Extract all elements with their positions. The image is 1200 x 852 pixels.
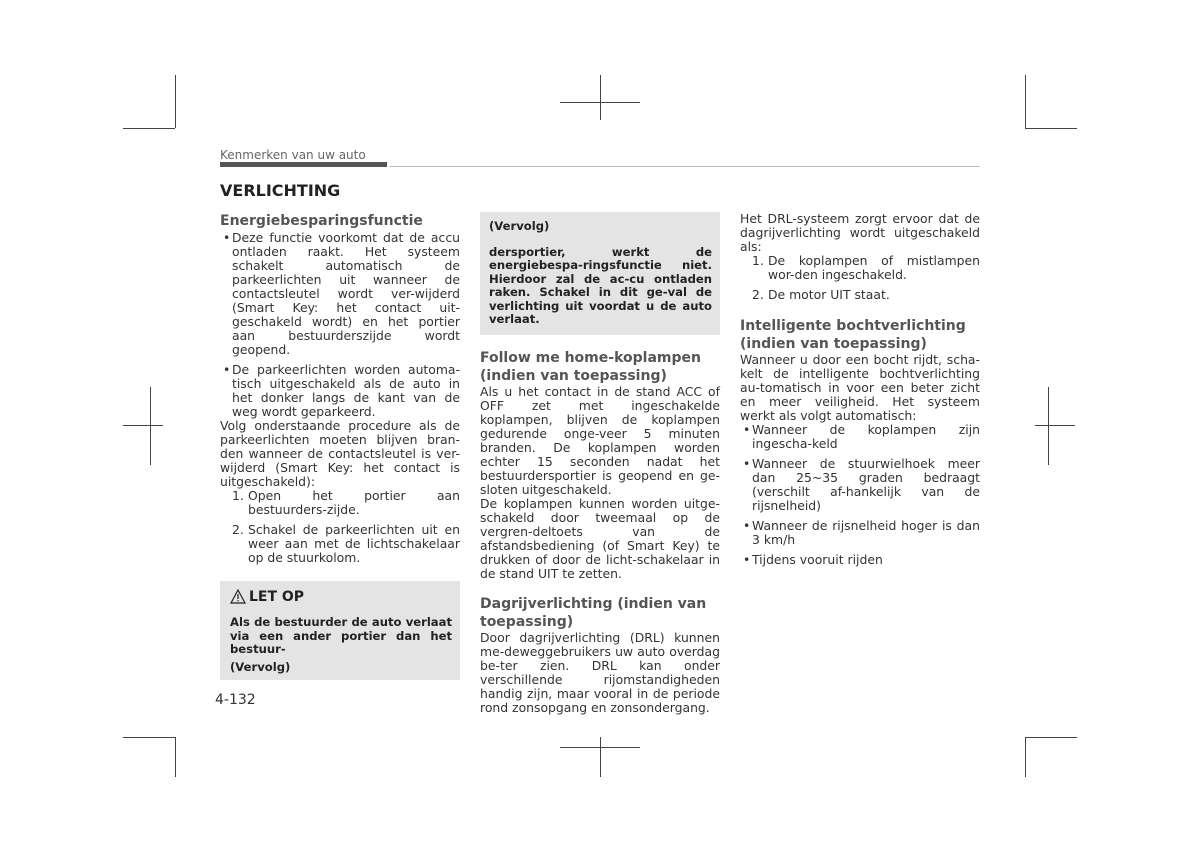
list-item-text: De parkeerlichten worden automa-tisch uitgeschakeld als de auto in het donker langs de kant van de weg wordt geparkeerd. <box>232 362 460 419</box>
bend-lighting-list <box>740 423 980 567</box>
energy-saving-list <box>220 231 460 419</box>
list-item: • Deze functie voorkomt dat de accu ontladen raakt. Het systeem schakelt automatisch de parkeerlichten uit wanneer de contactsleutel wordt ver-wijderd (Smart Key: het contact uit-geschakeld wordt) en het portier aan bestuurderszijde wordt geopend. <box>220 231 460 357</box>
warning-triangle-icon <box>230 589 246 604</box>
step-number: 2. <box>232 522 244 537</box>
caution-continued-box <box>480 212 720 335</box>
follow-me-home-heading: Follow me home-koplampen (indien van toepassing) <box>480 349 701 384</box>
caution-continued-text: dersportier, werkt de energiebespa-ringsfunctie niet. Hierdoor zal de ac-cu ontladen raken. Schakel in dit ge-val de verlichting uit voordat u de auto verlaat. <box>489 244 712 326</box>
drl-conditions <box>740 254 980 302</box>
procedure-steps <box>220 489 460 565</box>
column-left <box>220 212 460 680</box>
header-bar <box>220 162 387 167</box>
step-text: De koplampen of mistlampen wor-den ingeschakeld. <box>768 253 980 282</box>
step-text: Schakel de parkeerlichten uit en weer aan met de lichtschakelaar op de stuurkolom. <box>248 522 460 565</box>
caution-box <box>220 581 460 680</box>
step-text: Open het portier aan bestuurders-zijde. <box>248 488 460 517</box>
step-number: 1. <box>752 253 764 268</box>
continued-label: (Vervolg) <box>230 659 291 674</box>
step-text: De motor UIT staat. <box>768 287 890 302</box>
step-number: 2. <box>752 287 764 302</box>
list-item: • Wanneer de koplampen zijn ingescha-keld <box>740 423 980 451</box>
procedure-text: Volg onderstaande procedure als de parkeerlichten moeten blijven bran-den wanneer de contactsleutel is ver-wijderd (Smart Key: het contact is uitgeschakeld): <box>220 418 460 489</box>
page-title: VERLICHTING <box>220 181 341 200</box>
column-right <box>740 212 980 567</box>
list-item <box>220 523 460 565</box>
header-rule <box>390 166 980 167</box>
running-header: Kenmerken van uw auto <box>220 148 366 162</box>
caution-label: LET OP <box>249 588 305 605</box>
bend-lighting-text: Wanneer u door een bocht rijdt, scha-kelt de intelligente bochtverlichting au-tomatisch in voor een beter zicht en meer veiligheid. Het systeem werkt als volgt automatisch: <box>740 352 980 423</box>
continued-label: (Vervolg) <box>489 219 550 233</box>
follow-me-home-text-2: De koplampen kunnen worden uitge-schakeld door tweemaal op de vergren-deltoets van de afstandsbediening (of Smart Key) te drukken of door de licht-schakelaar in de stand UIT te zetten. <box>480 495 720 581</box>
page-number: 4-132 <box>215 692 256 708</box>
caution-text: Als de bestuurder de auto verlaat via een ander portier dan het bestuur- <box>230 615 452 656</box>
drl-text: Door dagrijverlichting (DRL) kunnen me-deweggebruikers uw auto overdag be-ter zien. DRL kan onder verschillende rijomstandigheden handig zijn, maar vooral in de periode rond zonsopgang en zonsondergang. <box>480 629 720 715</box>
list-item: • Tijdens vooruit rijden <box>740 553 980 567</box>
step-number: 1. <box>232 488 244 503</box>
energy-saving-heading: Energiebesparingsfunctie <box>220 213 423 229</box>
list-item <box>220 363 460 419</box>
bend-lighting-heading: Intelligente bochtverlichting (indien van toepassing) <box>740 318 966 352</box>
drl-intro-text: Het DRL-systeem zorgt ervoor dat de dagrijverlichting wordt uitgeschakeld als: <box>740 211 980 254</box>
list-item: • Wanneer de rijsnelheid hoger is dan 3 km/h <box>740 519 980 547</box>
list-item: • Wanneer de stuurwielhoek meer dan 25~35 graden bedraagt (verschilt af-hankelijk van de rijsnelheid) <box>740 457 980 513</box>
follow-me-home-text: Als u het contact in de stand ACC of OFF zet met ingeschakelde koplampen, blijven de koplampen gedurende onge-veer 5 minuten branden. De koplampen worden echter 15 seconden nadat het bestuurdersportier is geopend en ge-sloten uitgeschakeld. <box>480 383 720 497</box>
drl-heading: Dagrijverlichting (indien van toepassing) <box>480 595 707 630</box>
column-middle <box>480 212 720 715</box>
list-item <box>740 254 980 282</box>
list-item <box>740 288 980 302</box>
list-item <box>220 489 460 517</box>
caution-title <box>230 589 452 604</box>
